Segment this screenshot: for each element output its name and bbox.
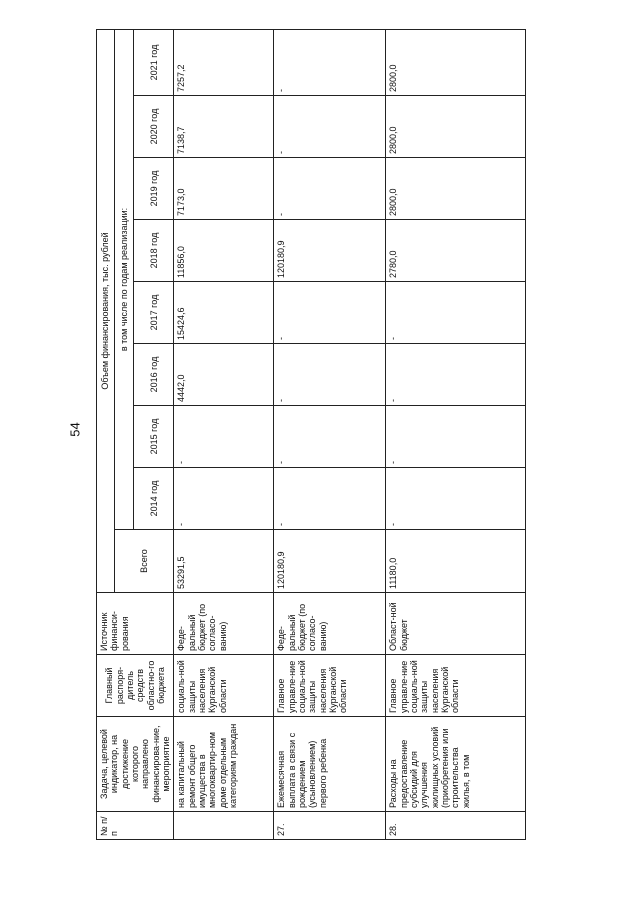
row-number — [174, 812, 274, 840]
year-cell: 7173,0 — [174, 158, 274, 220]
year-cell: - — [274, 406, 386, 468]
year-cell: 2800,0 — [386, 158, 526, 220]
header-year: 2021 год — [134, 29, 174, 95]
header-task: Задача, целевой индикатор, на достижение которого направлено финансирова-ние, мероприятие — [97, 717, 174, 812]
year-cell: - — [274, 158, 386, 220]
row-number: 28. — [386, 812, 526, 840]
year-cell: - — [386, 282, 526, 344]
header-year: 2020 год — [134, 96, 174, 158]
total-cell: 11180,0 — [386, 530, 526, 593]
header-year: 2015 год — [134, 406, 174, 468]
header-source: Источник финанси-рования — [97, 593, 174, 655]
header-year: 2017 год — [134, 282, 174, 344]
header-year: 2014 год — [134, 468, 174, 530]
year-cell: - — [386, 406, 526, 468]
row-number: 27. — [274, 812, 386, 840]
task-cell: Расходы на предоставление субсидий для улучшения жилищных условий (приобретения или строительства жилья, в том — [386, 717, 526, 812]
year-cell: 7138,7 — [174, 96, 274, 158]
total-cell: 120180,9 — [274, 530, 386, 593]
year-cell: 15424,6 — [174, 282, 274, 344]
table-row — [274, 29, 386, 839]
header-year: 2016 год — [134, 344, 174, 406]
year-cell: 2800,0 — [386, 29, 526, 95]
source-cell: Феде-ральный бюджет (по согласо-ванию) — [274, 593, 386, 655]
year-cell: - — [274, 344, 386, 406]
header-row-1 — [97, 29, 115, 839]
manager-cell: социаль-ной защиты населения Курганской области — [174, 655, 274, 717]
task-cell: на капитальный ремонт общего имущества в многоквартир-ном доме отдельным категориям граждан — [174, 717, 274, 812]
rotated-table-container — [96, 30, 526, 840]
header-year: 2019 год — [134, 158, 174, 220]
header-year: 2018 год — [134, 220, 174, 282]
header-no: № п/п — [97, 812, 174, 840]
source-cell: Феде-ральный бюджет (по согласо-ванию) — [174, 593, 274, 655]
year-cell: 2780,0 — [386, 220, 526, 282]
year-cell: - — [174, 468, 274, 530]
table-row — [174, 29, 274, 839]
year-cell: 2800,0 — [386, 96, 526, 158]
manager-cell: Главное управле-ние социаль-ной защиты населения Курганской области — [386, 655, 526, 717]
year-cell: - — [174, 406, 274, 468]
page-number: 54 — [67, 422, 83, 437]
year-cell: - — [386, 344, 526, 406]
header-manager: Главный распоря-дитель средств областно-го бюджета — [97, 655, 174, 717]
header-funding: Объем финансирования, тыс. рублей — [97, 29, 115, 592]
header-total: Всего — [115, 530, 174, 593]
year-cell: - — [386, 468, 526, 530]
year-cell: 11856,0 — [174, 220, 274, 282]
header-by-year: в том числе по годам реализации: — [115, 29, 134, 529]
year-cell: - — [274, 468, 386, 530]
table-row — [386, 29, 526, 839]
task-cell: Ежемесячная выплата в связи с рождением (усыновлением) первого ребенка — [274, 717, 386, 812]
total-cell: 53291,5 — [174, 530, 274, 593]
year-cell: 120180,9 — [274, 220, 386, 282]
year-cell: - — [274, 29, 386, 95]
year-cell: - — [274, 96, 386, 158]
manager-cell: Главное управле-ние социаль-ной защиты населения Курганской области — [274, 655, 386, 717]
year-cell: 4442,0 — [174, 344, 274, 406]
year-cell: 7257,2 — [174, 29, 274, 95]
source-cell: Област-ной бюджет — [386, 593, 526, 655]
funding-table — [96, 29, 526, 840]
year-cell: - — [274, 282, 386, 344]
